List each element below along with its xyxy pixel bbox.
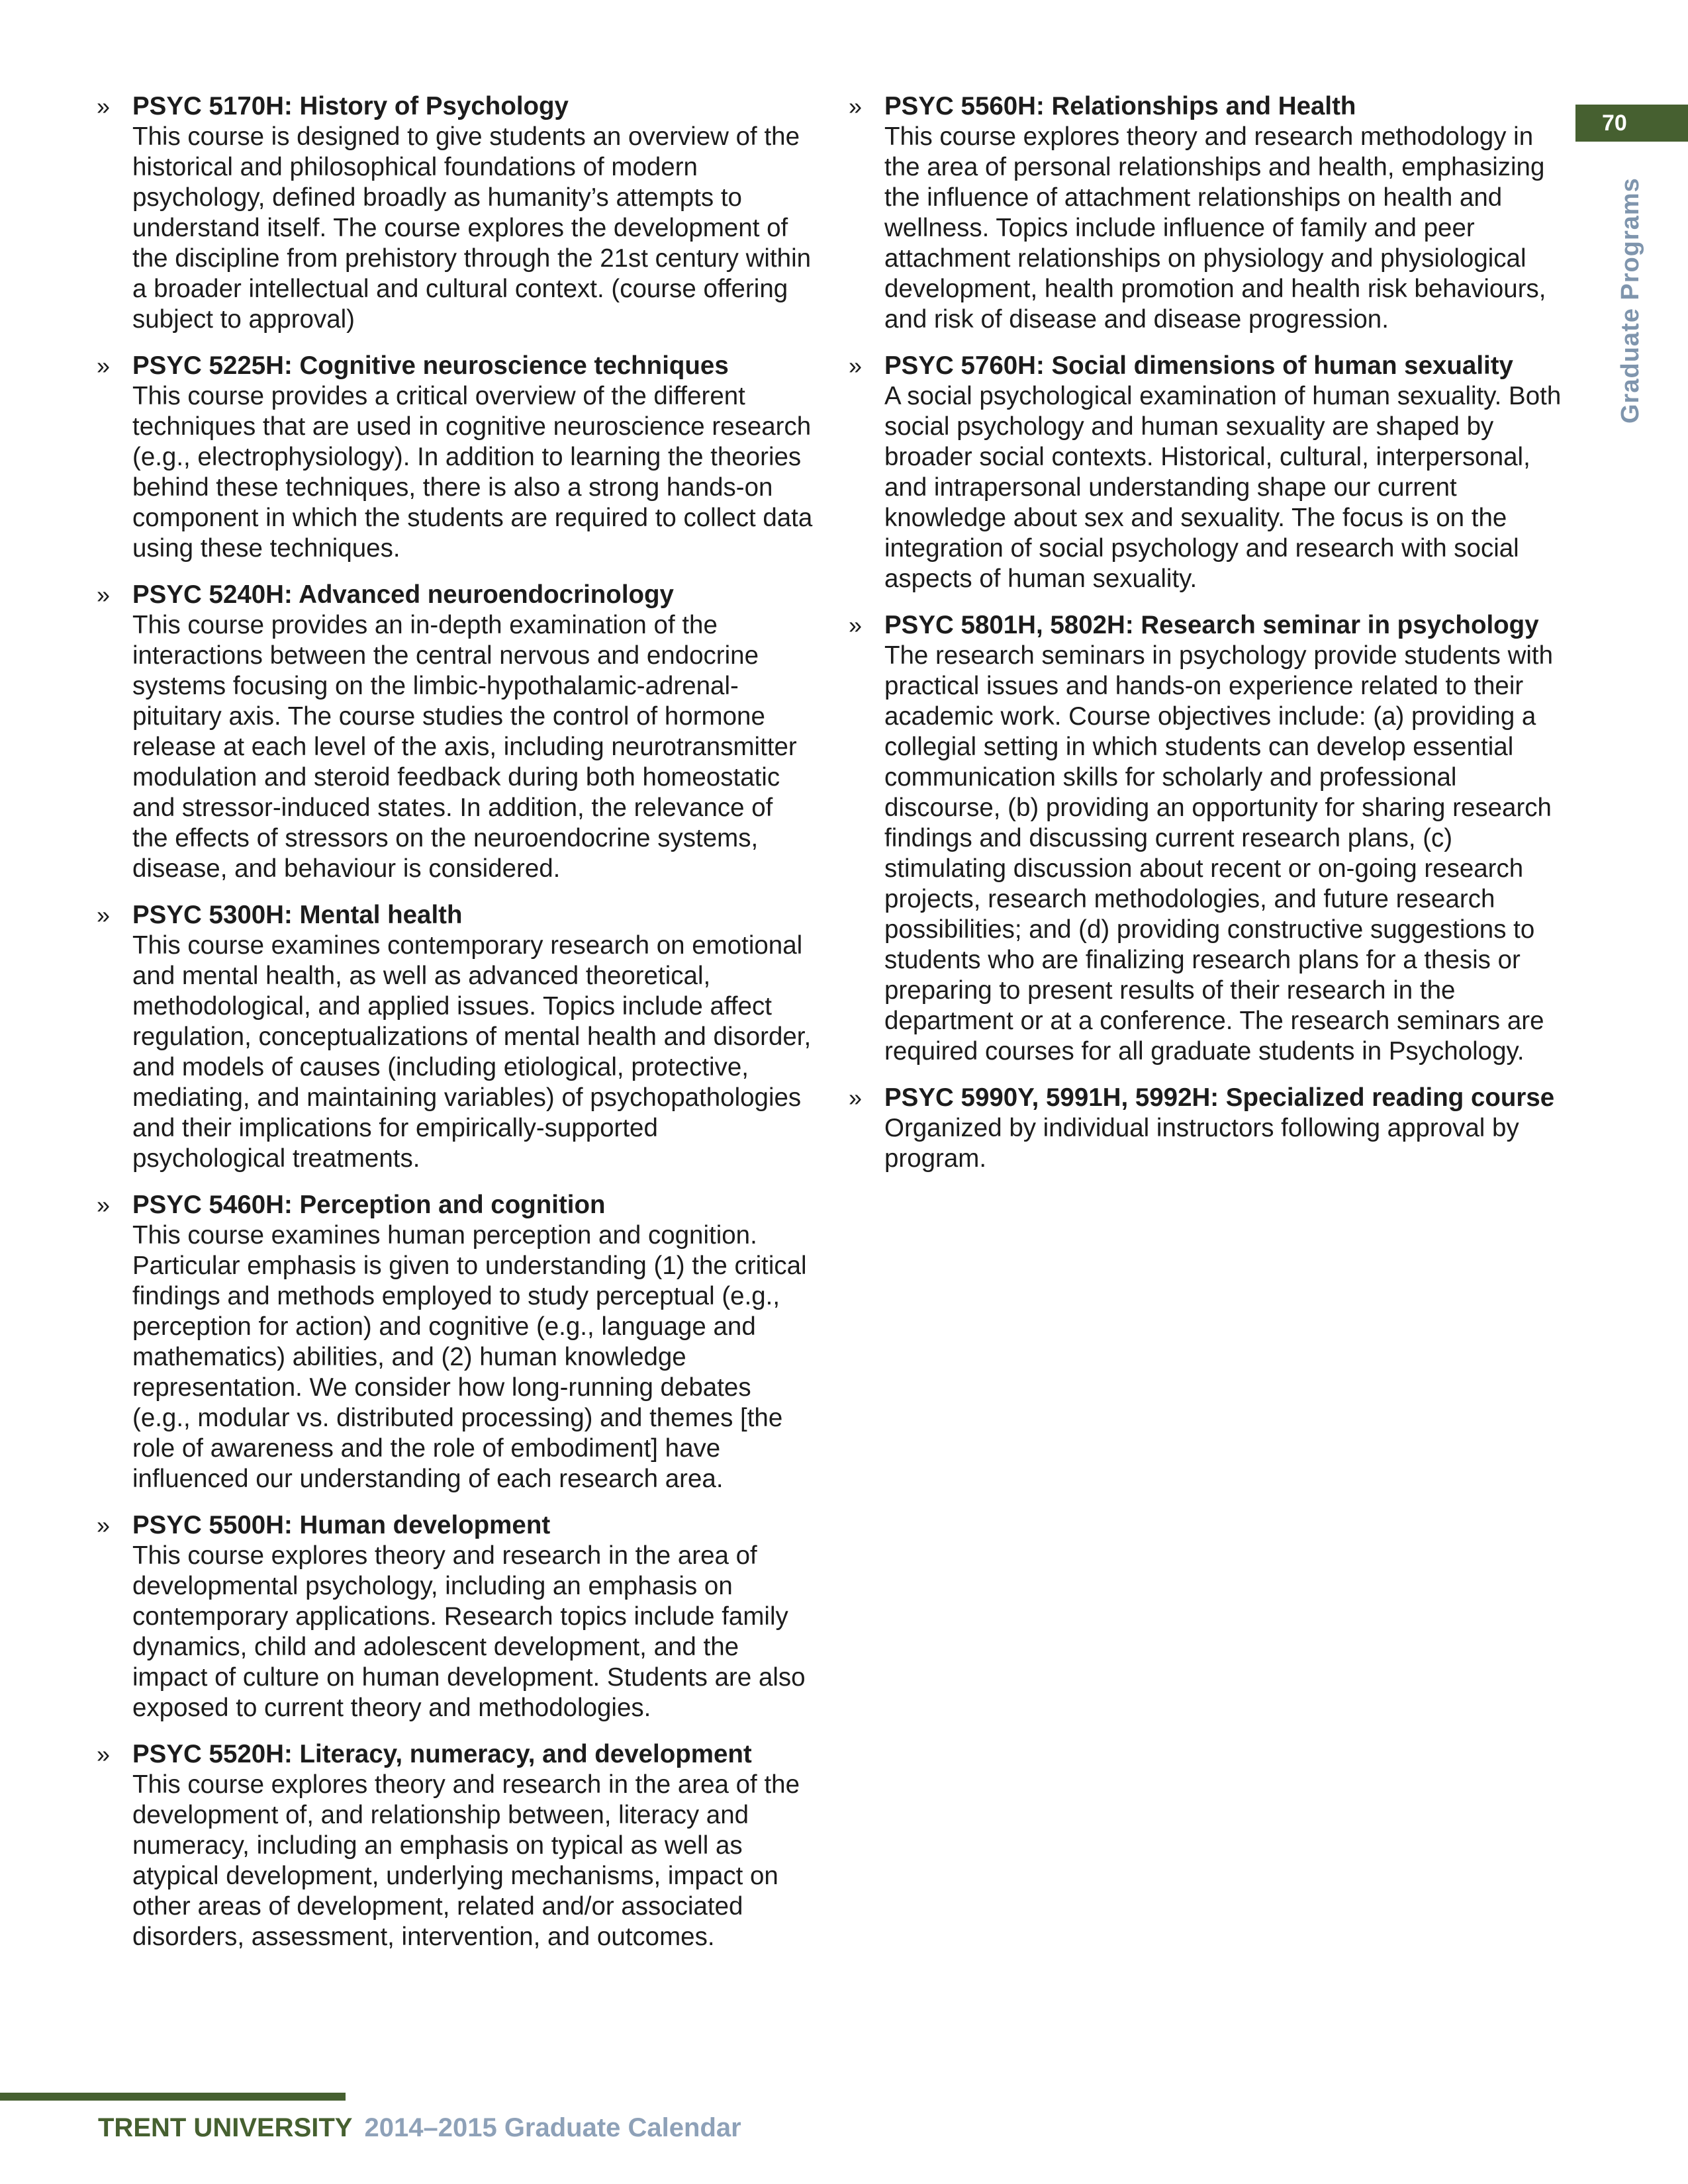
course-entry <box>845 1083 1566 1174</box>
left-column <box>93 91 814 1968</box>
course-title: PSYC 5801H, 5802H: Research seminar in psychology <box>884 611 1539 639</box>
course-entry <box>93 351 814 564</box>
course-description: This course provides an in-depth examination of the interactions between the central nervous and endocrine systems focusing on the limbic-hypothalamic-adrenal-pituitary axis. The course studies the control of hormone release at each level of the axis, including neurotransmitter modulation and steroid feedback during both homeostatic and stressor-induced states. In addition, the relevance of the effects of stressors on the neuroendocrine systems, disease, and behaviour is considered. <box>132 611 797 883</box>
bullet-icon: » <box>849 352 863 379</box>
bullet-icon: » <box>97 352 111 379</box>
footer-rule <box>0 2093 346 2101</box>
course-description: This course explores theory and research methodology in the area of personal relationships and health, emphasizing the influence of attachment relationships on health and wellness. Topics include influence of family and peer attachment relationships on physiology and physiological development, health promotion and health risk behaviours, and risk of disease and disease progression. <box>884 122 1546 334</box>
course-description: Organized by individual instructors following approval by program. <box>884 1114 1519 1173</box>
course-entry <box>93 1739 814 1952</box>
bullet-icon: » <box>97 1741 111 1768</box>
bullet-icon: » <box>849 93 863 120</box>
bullet-icon: » <box>849 612 863 639</box>
course-title: PSYC 5520H: Literacy, numeracy, and development <box>132 1740 752 1768</box>
course-entry <box>93 580 814 884</box>
footer-calendar: 2014–2015 Graduate Calendar <box>364 2113 741 2142</box>
course-description: This course examines human perception and cognition. Particular emphasis is given to understanding (1) the critical findings and methods employed to study perceptual (e.g., perception for action) and cognitive (e.g., language and mathematics) abilities, and (2) human knowledge representation. We consider how long-running debates (e.g., modular vs. distributed processing) and themes [the role of awareness and the role of embodiment] have influenced our understanding of each research area. <box>132 1221 807 1493</box>
course-title: PSYC 5990Y, 5991H, 5992H: Specialized reading course <box>884 1083 1555 1112</box>
section-label: Graduate Programs <box>1617 177 1644 424</box>
course-entry <box>845 351 1566 594</box>
right-column <box>845 91 1566 1190</box>
footer-university: TRENT UNIVERSITY <box>98 2113 353 2142</box>
bullet-icon: » <box>849 1084 863 1111</box>
page-number: 70 <box>1602 111 1627 136</box>
course-description: This course explores theory and research in the area of developmental psychology, including an emphasis on contemporary applications. Research topics include family dynamics, child and adolescent development, and the impact of culture on human development. Students are also exposed to current theory and methodologies. <box>132 1541 806 1722</box>
page-number-tab <box>1575 105 1688 142</box>
bullet-icon: » <box>97 901 111 929</box>
course-entry <box>845 91 1566 335</box>
course-entry <box>93 91 814 335</box>
course-title: PSYC 5560H: Relationships and Health <box>884 92 1356 120</box>
course-entry <box>93 900 814 1174</box>
course-title: PSYC 5500H: Human development <box>132 1511 551 1539</box>
bullet-icon: » <box>97 93 111 120</box>
course-entry <box>845 610 1566 1067</box>
course-title: PSYC 5300H: Mental health <box>132 901 463 929</box>
course-description: The research seminars in psychology provide students with practical issues and hands-on experience related to their academic work. Course objectives include: (a) providing a collegial setting in which students can develop essential communication skills for scholarly and professional discourse, (b) providing an opportunity for sharing research findings and discussing current research plans, (c) stimulating discussion about recent or on-going research projects, research methodologies, and future research possibilities; and (d) providing constructive suggestions to students who are finalizing research plans for a thesis or preparing to present results of their research in the department or at a conference. The research seminars are required courses for all graduate students in Psychology. <box>884 641 1554 1066</box>
course-description: This course provides a critical overview of the different techniques that are used in cognitive neuroscience research (e.g., electrophysiology). In addition to learning the theories behind these techniques, there is also a strong hands-on component in which the students are required to collect data using these techniques. <box>132 382 813 563</box>
course-description: A social psychological examination of human sexuality. Both social psychology and human sexuality are shaped by broader social contexts. Historical, cultural, interpersonal, and intrapersonal understanding shape our current knowledge about sex and sexuality. The focus is on the integration of social psychology and research with social aspects of human sexuality. <box>884 382 1562 593</box>
course-title: PSYC 5460H: Perception and cognition <box>132 1191 606 1219</box>
course-title: PSYC 5240H: Advanced neuroendocrinology <box>132 580 674 609</box>
course-entry <box>93 1190 814 1494</box>
course-description: This course examines contemporary research on emotional and mental health, as well as advanced theoretical, methodological, and applied issues. Topics include affect regulation, conceptualizations of mental health and disorder, and models of causes (including etiological, protective, mediating, and maintaining variables) of psychopathologies and their implications for empirically-supported psychological treatments. <box>132 931 812 1173</box>
course-description: This course explores theory and research in the area of the development of, and relationship between, literacy and numeracy, including an emphasis on typical as well as atypical development, underlying mechanisms, impact on other areas of development, related and/or associated disorders, assessment, intervention, and outcomes. <box>132 1770 800 1951</box>
course-title: PSYC 5225H: Cognitive neuroscience techniques <box>132 351 729 380</box>
bullet-icon: » <box>97 1191 111 1218</box>
course-title: PSYC 5760H: Social dimensions of human sexuality <box>884 351 1513 380</box>
bullet-icon: » <box>97 581 111 608</box>
course-title: PSYC 5170H: History of Psychology <box>132 92 569 120</box>
bullet-icon: » <box>97 1512 111 1539</box>
footer <box>98 2111 741 2144</box>
course-entry <box>93 1510 814 1723</box>
course-description: This course is designed to give students an overview of the historical and philosophical foundations of modern psychology, defined broadly as humanity’s attempts to understand itself. The course explores the development of the discipline from prehistory through the 21st century within a broader intellectual and cultural context. (course offering subject to approval) <box>132 122 812 334</box>
